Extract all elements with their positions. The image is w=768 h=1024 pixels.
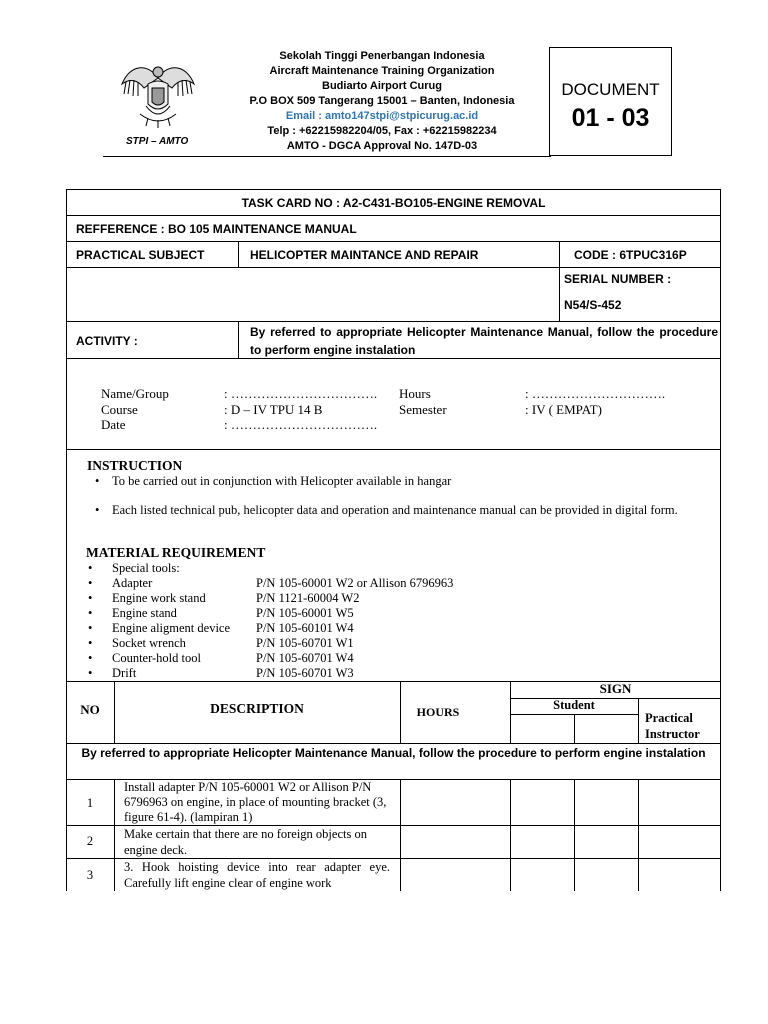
org-approval: AMTO - DGCA Approval No. 147D-03 <box>286 140 478 152</box>
row-divider <box>66 215 721 216</box>
col-student-header: Student <box>553 698 595 712</box>
col-divider <box>574 714 575 743</box>
procedure-section-title: By referred to appropriate Helicopter Maintenance Manual, follow the procedure to perform engine instalation <box>81 746 706 760</box>
serial-number-value: N54/S-452 <box>564 298 622 312</box>
tool-name: Adapter <box>112 576 153 590</box>
course-label: Course <box>101 402 138 417</box>
col-divider <box>510 779 511 891</box>
hours-value: : …………………………. <box>525 386 666 401</box>
org-email[interactable]: Email : amto147stpi@stpicurug.ac.id <box>285 110 479 122</box>
activity-text: By referred to appropriate Helicopter Maintenance Manual, follow the procedure to perform engine instalation <box>250 325 718 357</box>
row-number: 1 <box>86 796 94 810</box>
semester-value: : IV ( EMPAT) <box>525 402 602 417</box>
col-description-header: DESCRIPTION <box>210 701 304 716</box>
tool-part-number: P/N 105-60701 W1 <box>256 636 354 650</box>
col-divider <box>238 321 239 358</box>
list-item: • Drift P/N 105-60701 W3 <box>88 666 354 680</box>
tool-name: Counter-hold tool <box>112 651 201 665</box>
row-description: 3. Hook hoisting device into rear adapter eye. Carefully lift engine clear of engine work <box>124 860 390 890</box>
task-card-number: TASK CARD NO : A2-C431-BO105-ENGINE REMOVAL <box>241 196 546 210</box>
col-sign-header: SIGN <box>599 681 632 696</box>
col-divider <box>574 779 575 891</box>
tool-part-number: P/N 105-60101 W4 <box>256 621 354 635</box>
row-description: Install adapter P/N 105-60001 W2 or Allison P/N 6796963 on engine, in place of mounting bracket (3, figure 61-4). (lampiran 1) <box>124 780 387 824</box>
tool-part-number: P/N 105-60701 W3 <box>256 666 354 680</box>
hours-label: Hours <box>399 386 431 401</box>
row-number: 3 <box>86 868 94 882</box>
tool-name: Engine aligment device <box>112 621 231 635</box>
org-subtitle: Aircraft Maintenance Training Organization <box>269 65 495 77</box>
instruction-item-1: To be carried out in conjunction with Helicopter available in hangar <box>112 474 452 488</box>
document-label: DOCUMENT <box>561 80 660 99</box>
practical-subject: HELICOPTER MAINTANCE AND REPAIR <box>250 248 479 262</box>
list-item: • Engine stand P/N 105-60001 W5 <box>88 606 354 620</box>
activity-label: ACTIVITY : <box>76 334 138 348</box>
tool-name: Drift <box>112 666 137 680</box>
col-no-header: NO <box>80 702 100 717</box>
list-item: • Engine work stand P/N 1121-60004 W2 <box>88 591 360 605</box>
tool-name: Socket wrench <box>112 636 186 650</box>
logo <box>118 58 198 130</box>
tool-part-number: P/N 1121-60004 W2 <box>256 591 360 605</box>
col-divider <box>400 779 401 891</box>
material-title: MATERIAL REQUIREMENT <box>86 545 266 560</box>
col-hours-header: HOURS <box>416 705 460 719</box>
col-divider <box>559 241 560 321</box>
semester-label: Semester <box>399 402 447 417</box>
header-underline <box>103 156 551 157</box>
logo-caption: STPI – AMTO <box>126 136 189 147</box>
tool-part-number: P/N 105-60701 W4 <box>256 651 354 665</box>
instruction-item-2: Each listed technical pub, helicopter data and operation and maintenance manual can be provided in digital form. <box>112 503 678 517</box>
row-divider <box>66 449 721 450</box>
col-divider <box>238 241 239 267</box>
list-item: • Adapter P/N 105-60001 W2 or Allison 6796963 <box>88 576 454 590</box>
name-group-value: : ……………………………. <box>224 386 378 401</box>
course-code: CODE : 6TPUC316P <box>574 248 687 262</box>
eagle-emblem-icon <box>118 58 198 130</box>
date-label: Date <box>101 417 126 432</box>
row-divider <box>66 267 721 268</box>
col-divider <box>638 698 639 743</box>
instruction-bullet: • <box>95 474 100 488</box>
list-item: • Engine aligment device P/N 105-60101 W4 <box>88 621 354 635</box>
col-divider <box>638 779 639 891</box>
document-box <box>549 47 672 156</box>
material-list <box>88 561 688 681</box>
tool-part-number: P/N 105-60001 W5 <box>256 606 354 620</box>
instruction-title: INSTRUCTION <box>87 458 183 473</box>
document-number: 01 - 03 <box>571 104 650 132</box>
row-divider <box>66 241 721 242</box>
list-item: • Socket wrench P/N 105-60701 W1 <box>88 636 354 650</box>
col-instructor-header: Practical Instructor <box>645 711 700 741</box>
special-tools-label: Special tools: <box>112 561 180 575</box>
row-description: Make certain that there are no foreign objects on engine deck. <box>124 827 367 857</box>
tool-name: Engine stand <box>112 606 177 620</box>
org-phone: Telp : +62215982204/05, Fax : +62215982234 <box>267 125 497 137</box>
list-item: • Counter-hold tool P/N 105-60701 W4 <box>88 651 354 665</box>
tool-name: Engine work stand <box>112 591 206 605</box>
reference: REFFERENCE : BO 105 MAINTENANCE MANUAL <box>76 222 357 236</box>
instruction-bullet: • <box>95 503 100 517</box>
serial-number-label: SERIAL NUMBER : <box>564 272 672 286</box>
org-airport: Budiarto Airport Curug <box>322 80 442 92</box>
course-value: : D – IV TPU 14 B <box>224 402 323 417</box>
date-value: : ……………………………. <box>224 417 378 432</box>
org-name: Sekolah Tinggi Penerbangan Indonesia <box>279 50 485 62</box>
practical-subject-label: PRACTICAL SUBJECT <box>76 248 205 262</box>
row-divider <box>66 321 721 322</box>
list-item: • Special tools: <box>88 561 180 575</box>
col-divider <box>114 779 115 891</box>
org-address: P.O BOX 509 Tangerang 15001 – Banten, Indonesia <box>249 95 515 107</box>
name-group-label: Name/Group <box>101 386 169 401</box>
row-number: 2 <box>86 834 94 848</box>
tool-part-number: P/N 105-60001 W2 or Allison 6796963 <box>256 576 454 590</box>
student-divider <box>510 714 638 715</box>
